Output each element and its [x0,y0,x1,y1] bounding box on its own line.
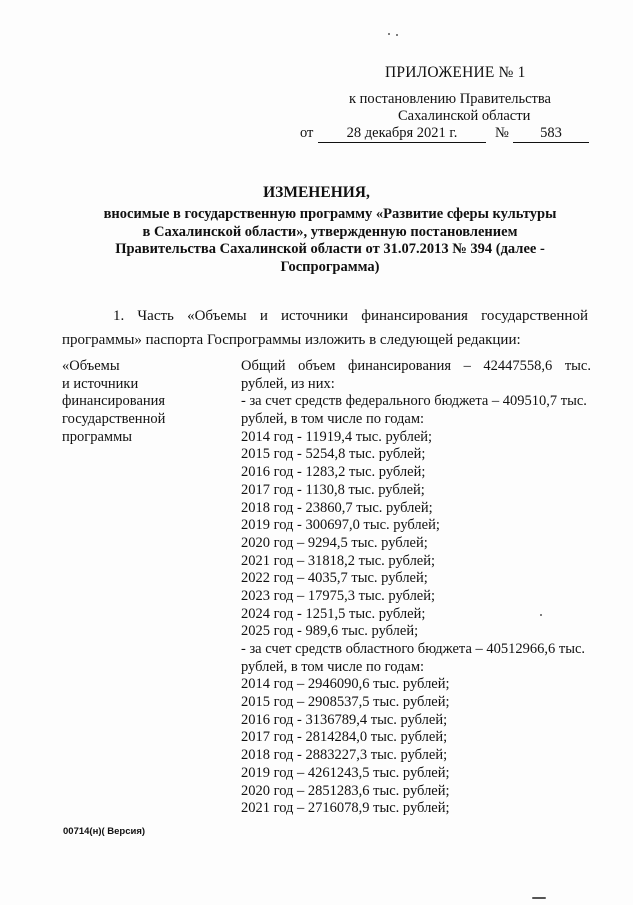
decree-date: 28 декабря 2021 г. [318,125,486,143]
year-funding-line: 2016 год - 1283,2 тыс. рублей; [241,464,426,481]
regional-budget-cont: рублей, в том числе по годам: [241,658,425,675]
number-label: № [495,125,509,141]
document-title: ИЗМЕНЕНИЯ, [263,184,370,201]
year-funding-line: 2020 год – 9294,5 тыс. рублей; [241,534,428,551]
year-funding-line: 2023 год – 17975,3 тыс. рублей; [241,587,436,604]
paragraph-word: финансирования [361,308,468,324]
year-funding-line: 2019 год - 300697,0 тыс. рублей; [241,517,440,534]
year-funding-line: 2017 год - 2814284,0 тыс. рублей; [241,729,448,746]
from-label: от [300,125,314,141]
decree-number: 583 [513,125,589,143]
year-funding-line: 2015 год – 2908537,5 тыс. рублей; [241,694,450,711]
regional-years-list [241,676,591,818]
scan-speck [396,34,398,36]
paragraph-word: «Объемы [187,308,247,324]
left-column-line: финансирования [62,393,166,410]
year-funding-line: 2019 год – 4261243,5 тыс. рублей; [241,764,450,781]
year-funding-line: 2021 год – 31818,2 тыс. рублей; [241,552,436,569]
paragraph-line-1 [113,308,588,325]
total-line-word: 42447558,6 [483,358,553,374]
paragraph-word: 1. [113,308,125,324]
footer-code: 00714(н)( Версия) [63,826,146,837]
total-line-word: объем [298,358,336,374]
federal-budget-cont: рублей, в том числе по годам: [241,411,425,428]
decree-ref-line: к постановлению Правительства [349,91,551,107]
scan-speck [388,33,390,35]
regional-budget-line: - за счет средств областного бюджета – 40512966,6 тыс. [241,641,586,657]
appendix-title: ПРИЛОЖЕНИЕ № 1 [385,64,526,81]
total-funding-line [241,358,591,376]
paragraph-line-2: программы» паспорта Госпрограммы изложить в следующей редакции: [62,332,521,348]
year-funding-line: 2014 год – 2946090,6 тыс. рублей; [241,676,450,693]
scan-speck [540,614,542,616]
paragraph-word: государственной [481,308,588,324]
left-column-line: государственной [62,411,166,428]
year-funding-line: 2017 год - 1130,8 тыс. рублей; [241,481,425,498]
year-funding-line: 2024 год - 1251,5 тыс. рублей; [241,605,426,622]
paragraph-word: источники [281,308,349,324]
year-funding-line: 2021 год – 2716078,9 тыс. рублей; [241,800,450,817]
left-column-line: программы [62,428,132,445]
total-line-word: – [463,358,471,374]
left-column-line: и источники [62,375,139,392]
left-column-line: «Объемы [62,358,120,374]
year-funding-line: 2014 год - 11919,4 тыс. рублей; [241,428,433,445]
year-funding-line: 2025 год - 989,6 тыс. рублей; [241,623,419,640]
total-line-word: финансирования [348,358,452,374]
year-funding-line: 2016 год - 3136789,4 тыс. рублей; [241,711,448,728]
federal-years-list [241,429,591,641]
region-line: Сахалинской области [398,108,531,124]
federal-budget-line: - за счет средств федерального бюджета – 409510,7 тыс. [241,393,587,410]
total-line-word: Общий [241,358,286,374]
year-funding-line: 2018 год - 23860,7 тыс. рублей; [241,499,433,516]
paragraph-word: и [259,308,268,324]
table-right-column [241,358,591,818]
year-funding-line: 2022 год – 4035,7 тыс. рублей; [241,570,428,587]
table-left-column [62,358,165,447]
year-funding-line: 2018 год - 2883227,3 тыс. рублей; [241,747,448,764]
year-funding-line: 2020 год – 2851283,6 тыс. рублей; [241,782,450,799]
total-funding-cont: рублей, из них: [241,375,335,392]
paragraph-word: Часть [137,308,174,324]
scan-speck [532,897,546,899]
year-funding-line: 2015 год - 5254,8 тыс. рублей; [241,446,426,463]
document-subtitle: вносимые в государственную программу «Развитие сферы культуры в Сахалинской области», утвержденную постановлением Правительства Сахалинской области от 31.07.2013 № 394 (далее - Госпрограмма) [103,206,557,275]
total-line-word: тыс. [564,358,591,374]
